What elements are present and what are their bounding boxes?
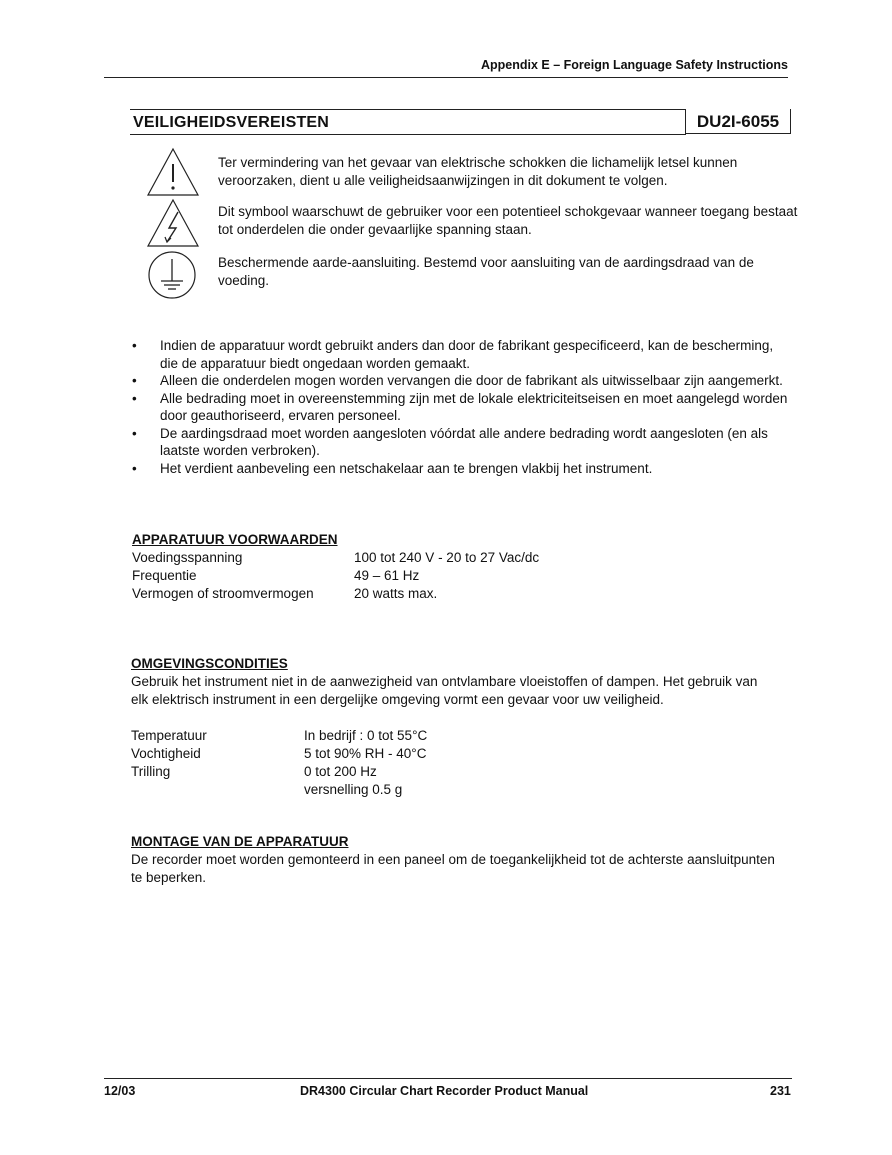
montage-description: De recorder moet worden gemonteerd in een paneel om de toegankelijkheid tot de achterste aansluitpunten te beperken. xyxy=(131,852,775,885)
spec-label: Vermogen of stroomvermogen xyxy=(132,586,314,601)
condition-value: 0 tot 200 Hz xyxy=(304,764,377,779)
section-title: VEILIGHEIDSVEREISTEN xyxy=(133,114,330,131)
bullet-icon: • xyxy=(132,338,137,353)
spec-label: Voedingsspanning xyxy=(132,550,243,565)
shock-hazard-icon xyxy=(145,198,201,250)
condition-row xyxy=(131,745,731,763)
condition-label: Vochtigheid xyxy=(131,746,201,761)
title-bottom-rule xyxy=(130,134,686,135)
warning-triangle-icon xyxy=(145,147,201,199)
footer-date: 12/03 xyxy=(104,1084,136,1098)
condition-value: In bedrijf : 0 tot 55°C xyxy=(304,728,428,743)
omgeving-description: Gebruik het instrument niet in de aanwezigheid van ontvlambare vloeistoffen of dampen. Het gebruik van elk elektrisch instrument in een dergelijke omgeving vormt een gevaar voor uw veiligheid. xyxy=(131,674,758,707)
condition-row xyxy=(131,727,731,745)
list-item: • Het verdient aanbeveling een netschakelaar aan te brengen vlakbij het instrument. xyxy=(132,460,653,476)
list-item: • Alleen die onderdelen mogen worden vervangen die door de fabrikant als uitwisselbaar zijn aangemerkt. xyxy=(132,373,783,388)
symbol-description-warning: Ter vermindering van het gevaar van elektrische schokken die lichamelijk letsel kunnen veroorzaken, dient u alle veiligheidsaanwijzingen in dit dokument te volgen. xyxy=(218,155,738,188)
footer-title: DR4300 Circular Chart Recorder Product Manual xyxy=(300,1084,589,1098)
safety-bullet-list xyxy=(130,337,790,477)
symbol-description-shock: Dit symbool waarschuwt de gebruiker voor een potentieel schokgevaar wanneer toegang bestaat tot onderdelen die onder gevaarlijke spanning staan. xyxy=(218,204,798,237)
spec-value: 20 watts max. xyxy=(354,586,438,601)
spec-row xyxy=(132,549,732,567)
list-item: • De aardingsdraad moet worden aangesloten vóórdat alle andere bedrading wordt aangesloten (en als laatste worden verbroken). xyxy=(132,425,768,458)
condition-value: 5 tot 90% RH - 40°C xyxy=(304,746,427,761)
page-number: 231 xyxy=(770,1084,791,1098)
spec-label: Frequentie xyxy=(132,568,197,583)
condition-value: versnelling 0.5 g xyxy=(304,782,403,797)
omgeving-heading: OMGEVINGSCONDITIES xyxy=(131,656,288,671)
document-code: DU2I-6055 xyxy=(685,109,791,134)
header-divider xyxy=(104,77,788,78)
bullet-icon: • xyxy=(132,390,137,406)
title-top-rule xyxy=(130,109,686,110)
spec-row xyxy=(132,567,732,585)
condition-row xyxy=(131,763,731,781)
bullet-icon: • xyxy=(132,373,137,388)
spec-row xyxy=(132,585,732,603)
bullet-icon: • xyxy=(132,425,137,441)
montage-heading: MONTAGE VAN DE APPARATUUR xyxy=(131,834,349,849)
section-title-bar xyxy=(130,109,794,135)
page-header: Appendix E – Foreign Language Safety Instructions xyxy=(481,58,788,72)
spec-value: 100 tot 240 V - 20 to 27 Vac/dc xyxy=(354,550,540,565)
footer-divider xyxy=(104,1078,792,1079)
condition-row xyxy=(131,781,731,799)
list-item: • Alle bedrading moet in overeenstemming zijn met de lokale elektriciteitseisen en moet aangelegd worden door geauthoriseerd, ervaren personeel. xyxy=(132,390,788,423)
condition-label: Trilling xyxy=(131,764,171,779)
protective-earth-icon xyxy=(145,248,201,300)
spec-value: 49 – 61 Hz xyxy=(354,568,420,583)
list-item: • Indien de apparatuur wordt gebruikt anders dan door de fabrikant gespecificeerd, kan de bescherming, die de apparatuur biedt ongedaan worden gemaakt. xyxy=(132,338,774,371)
symbol-description-earth: Beschermende aarde-aansluiting. Bestemd voor aansluiting van de aardingsdraad van de voeding. xyxy=(218,255,754,288)
bullet-icon: • xyxy=(132,460,137,476)
condition-label: Temperatuur xyxy=(131,728,207,743)
apparatuur-heading: APPARATUUR VOORWAARDEN xyxy=(132,532,338,547)
